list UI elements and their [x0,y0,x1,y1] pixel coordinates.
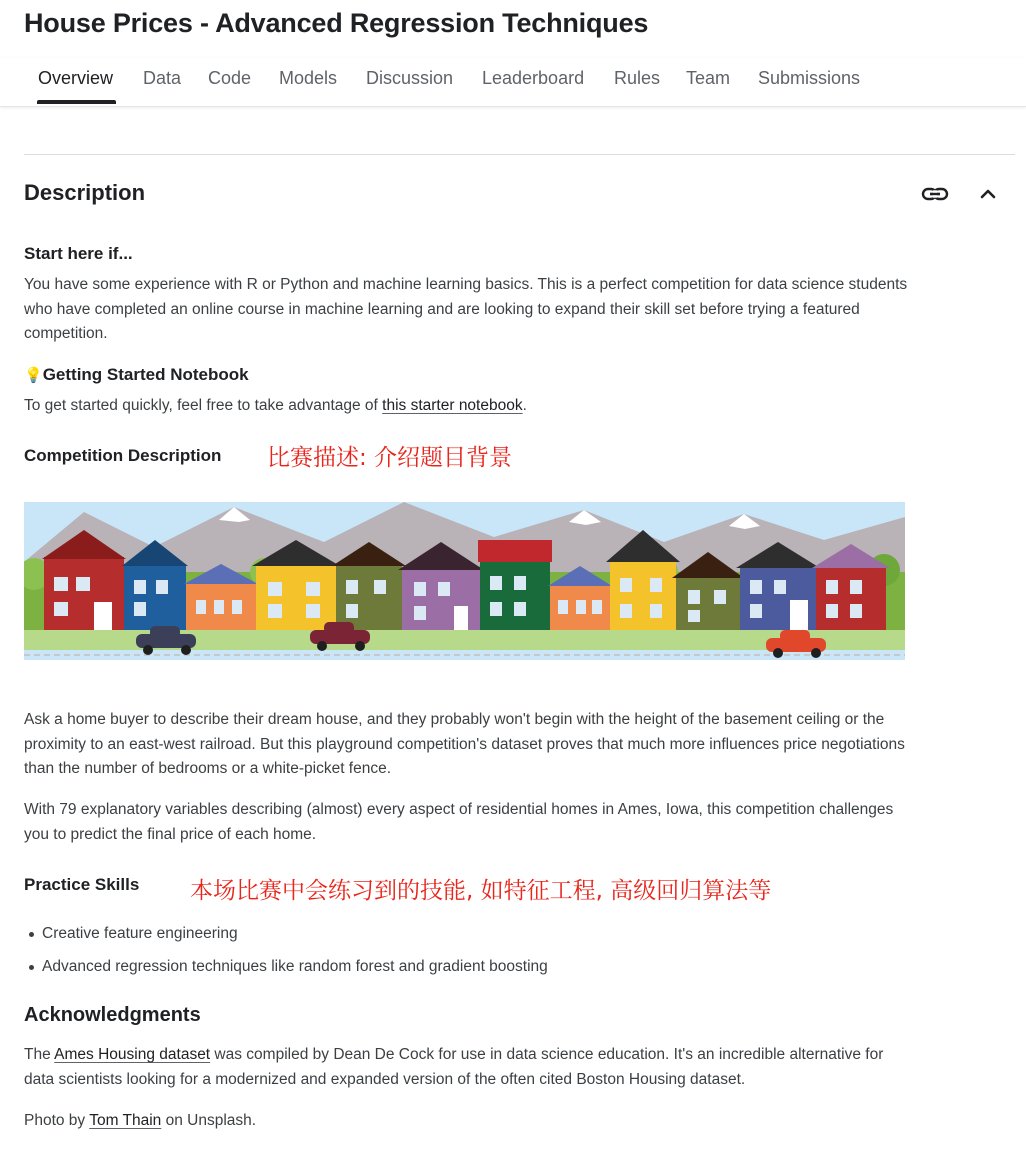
description-title: Description [24,180,146,205]
ames-housing-dataset-link[interactable]: Ames Housing dataset [54,1046,211,1063]
practice-skills-annotation: 本场比赛中会练习到的技能, 如特征工程, 高级回归算法等 [190,878,772,904]
active-tab-indicator [37,100,116,104]
start-here-text: You have some experience with R or Python and machine learning basics. This is a perfect competition for data science students who have completed an online course in machine learning and are looking to expand their skill set before trying a featured competition. [24,276,908,342]
start-here-heading: Start here if... [24,244,133,263]
list-item: Advanced regression techniques like random forest and gradient boosting [24,953,548,986]
practice-skills-list [24,920,548,986]
tab-models[interactable]: Models [279,68,338,88]
tom-thain-link[interactable]: Tom Thain [89,1112,162,1129]
list-item: Creative feature engineering [24,920,548,953]
ack-text-1: The [24,1046,55,1063]
ack-text-2: was compiled by Dean De Cock for use in data science education. It's an incredible alternative for data scientists looking for a modernized and expanded version of the often cited Boston Housing dataset. [24,1046,884,1088]
tab-leaderboard[interactable]: Leaderboard [482,68,585,88]
acknowledgments-text [24,1043,909,1092]
houses-banner-image [24,502,905,660]
section-divider [24,154,1015,155]
photo-credit-before: Photo by [24,1112,90,1129]
tab-overview[interactable]: Overview [38,68,114,88]
lightbulb-icon: 💡 [24,367,43,384]
tab-discussion[interactable]: Discussion [366,68,454,88]
chevron-up-icon[interactable] [974,180,1002,208]
page-title: House Prices - Advanced Regression Techniques [24,8,649,38]
competition-description-heading: Competition Description [24,446,222,465]
tab-rules[interactable]: Rules [614,68,661,88]
competition-paragraph-1: Ask a home buyer to describe their dream house, and they probably won't begin with the height of the basement ceiling or the proximity to an east-west railroad. But this playground competition's dataset proves that much more influences price negotiations than the number of bedrooms or a white-picket fence. [24,711,905,777]
acknowledgments-heading: Acknowledgments [24,1004,201,1026]
tab-data[interactable]: Data [143,68,182,88]
getting-started-text-before: To get started quickly, feel free to take advantage of [24,397,383,414]
competition-annotation: 比赛描述: 介绍题目背景 [267,445,513,471]
tab-code[interactable]: Code [208,68,252,88]
competition-paragraph-2: With 79 explanatory variables describing (almost) every aspect of residential homes in Ames, Iowa, this competition challenges you to predict the final price of each home. [24,801,894,843]
photo-credit-after: on Unsplash. [161,1112,257,1129]
getting-started-heading [24,365,249,385]
photo-credit [24,1109,909,1134]
link-icon[interactable] [921,180,949,208]
practice-skills-heading: Practice Skills [24,875,140,894]
getting-started-text [24,394,909,419]
getting-started-heading-text: Getting Started Notebook [42,365,249,384]
tab-bar [0,58,1026,107]
tab-submissions[interactable]: Submissions [758,68,861,88]
tab-team[interactable]: Team [686,68,731,88]
getting-started-text-after: . [522,397,527,414]
starter-notebook-link[interactable]: this starter notebook [382,397,523,414]
